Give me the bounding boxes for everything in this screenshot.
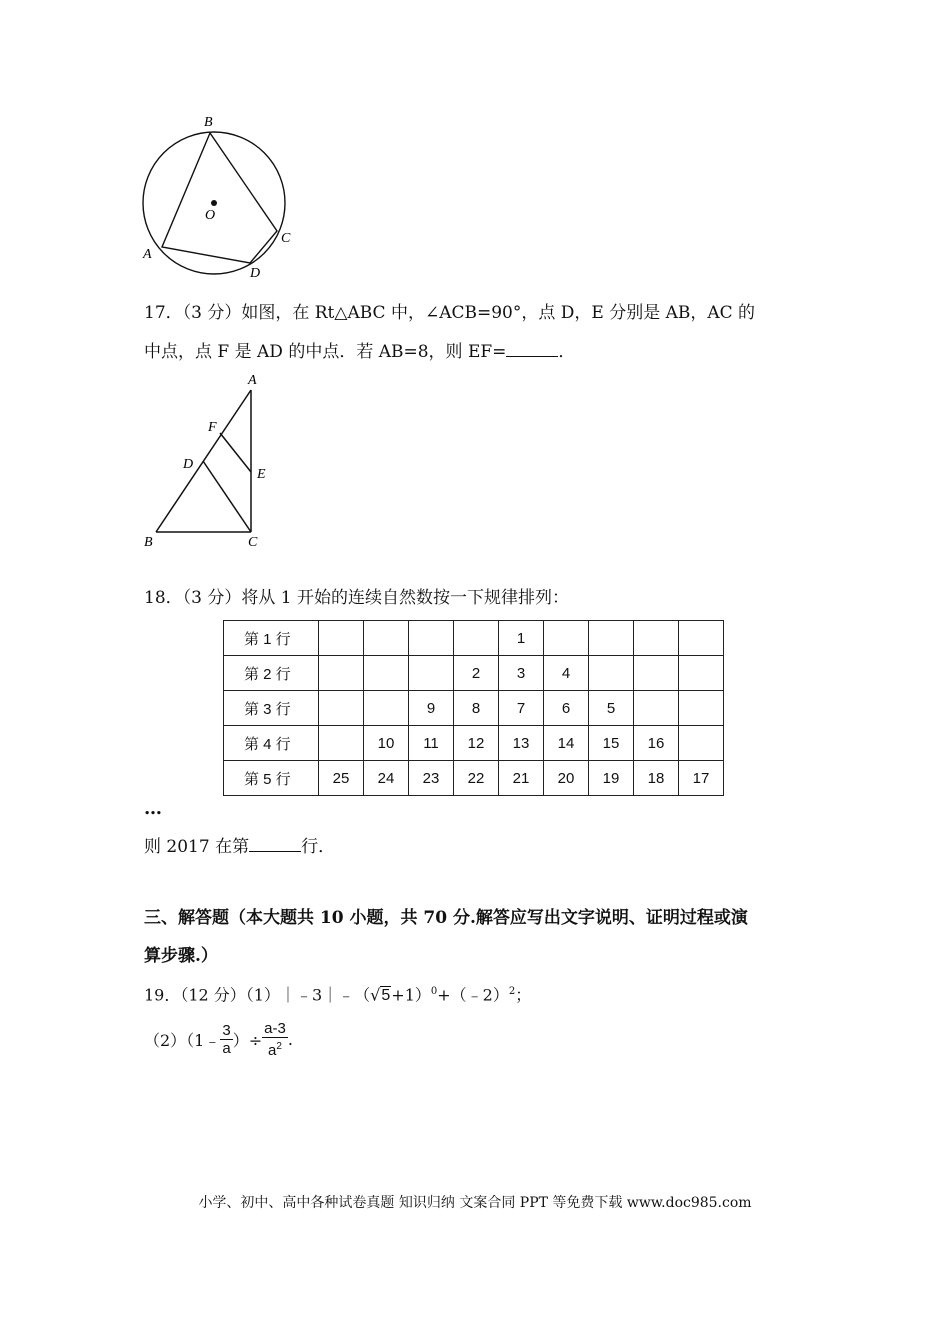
circle-quadrilateral-figure [130, 108, 310, 290]
ellipsis: … [144, 798, 162, 819]
sqrt-icon: √ [370, 985, 381, 1005]
sqrt-argument: 5 [381, 987, 391, 1005]
exponent-two: 2 [508, 986, 516, 997]
q19-part2 [144, 1020, 293, 1059]
label-a: A [143, 247, 152, 262]
q18-question-end: 行． [301, 837, 336, 857]
label-b: B [144, 535, 153, 550]
table-cell [589, 621, 634, 656]
fraction-denominator: a [222, 1040, 231, 1057]
table-cell: 3 [499, 656, 544, 691]
table-cell: 12 [454, 726, 499, 761]
table-cell [364, 621, 409, 656]
q19-part1-text-d: ； [515, 985, 532, 1005]
table-row [224, 761, 724, 796]
quadrilateral-abcd [162, 133, 277, 263]
q18-question [144, 835, 335, 858]
table-cell [679, 691, 724, 726]
label-d: D [250, 266, 261, 281]
table-cell [679, 621, 724, 656]
table-cell: 1 [499, 621, 544, 656]
page-footer: 小学、初中、高中各种试卷真题 知识归纳 文案合同 PPT 等免费下载 www.doc985.com [198, 1195, 752, 1211]
section3-heading-line2: 算步骤.） [144, 946, 218, 966]
table-cell: 8 [454, 691, 499, 726]
table-cell [589, 656, 634, 691]
table-cell: 2 [454, 656, 499, 691]
table-cell [364, 691, 409, 726]
row-label: 第 1 行 [224, 621, 319, 656]
fraction-a-minus-3-over-a-squared [262, 1020, 288, 1059]
q17-line2-end: ． [558, 342, 576, 362]
label-d: D [183, 457, 194, 472]
denominator-exponent: 2 [276, 1041, 282, 1052]
q19-part2-text-b: ）÷ [232, 1031, 263, 1050]
label-a: A [248, 373, 257, 388]
label-b: B [204, 115, 213, 130]
table-cell: 10 [364, 726, 409, 761]
table-cell: 18 [634, 761, 679, 796]
table-cell [319, 621, 364, 656]
q18-question-text: 则 2017 在第 [144, 837, 250, 857]
q19-part1-text-a: 19．（12 分）（1）｜﹣3｜﹣（ [144, 985, 371, 1005]
section3-heading-line1: 三、解答题（本大题共 10 小题，共 70 分.解答应写出文字说明、证明过程或演 [144, 908, 748, 928]
table-cell: 5 [589, 691, 634, 726]
table-cell [544, 621, 589, 656]
label-c: C [248, 535, 258, 550]
table-row [224, 621, 724, 656]
table-cell: 6 [544, 691, 589, 726]
table-cell: 15 [589, 726, 634, 761]
q17-answer-blank[interactable] [506, 340, 558, 357]
table-cell [634, 621, 679, 656]
label-e: E [257, 467, 266, 482]
q19-part2-text-a: （2）（1﹣ [144, 1031, 221, 1050]
table-cell [409, 621, 454, 656]
table-cell: 24 [364, 761, 409, 796]
q19-part1 [144, 981, 531, 1007]
q19-part2-text-c: . [287, 1030, 293, 1049]
q19-part1-text-b: +1） [391, 985, 431, 1005]
table-cell [634, 691, 679, 726]
table-cell [679, 726, 724, 761]
q19-part1-text-c: +（﹣2） [437, 985, 509, 1005]
table-cell [319, 726, 364, 761]
q17-line2 [144, 340, 575, 363]
fraction-numerator: 3 [222, 1022, 231, 1039]
table-cell: 14 [544, 726, 589, 761]
label-o: O [205, 208, 216, 223]
number-arrangement-table [223, 620, 724, 796]
table-cell: 19 [589, 761, 634, 796]
table-cell [409, 656, 454, 691]
row-label: 第 4 行 [224, 726, 319, 761]
table-cell: 21 [499, 761, 544, 796]
fraction-denominator [262, 1038, 288, 1059]
table-cell: 7 [499, 691, 544, 726]
table-cell: 16 [634, 726, 679, 761]
table-cell: 25 [319, 761, 364, 796]
table-row [224, 691, 724, 726]
right-triangle-figure [140, 368, 280, 553]
row-label: 第 5 行 [224, 761, 319, 796]
q17-line2-text: 中点，点 F 是 AD 的中点．若 AB=8，则 EF= [144, 342, 507, 362]
label-c: C [281, 231, 291, 246]
table-cell [364, 656, 409, 691]
table-cell: 11 [409, 726, 454, 761]
table-row [224, 656, 724, 691]
table-cell: 13 [499, 726, 544, 761]
row-label: 第 3 行 [224, 691, 319, 726]
table-cell: 17 [679, 761, 724, 796]
table-cell: 20 [544, 761, 589, 796]
fraction-3-over-a [220, 1022, 232, 1057]
denominator-base: a [268, 1042, 277, 1059]
table-cell: 9 [409, 691, 454, 726]
table-cell: 4 [544, 656, 589, 691]
fraction-numerator: a-3 [264, 1020, 286, 1037]
q17-line1: 17．（3 分）如图，在 Rt△ABC 中，∠ACB=90°，点 D，E 分别是 AB，AC 的 [144, 303, 756, 323]
table-cell [319, 656, 364, 691]
q18-answer-blank[interactable] [249, 835, 301, 852]
center-point [211, 200, 217, 206]
table-cell: 23 [409, 761, 454, 796]
label-f: F [208, 420, 217, 435]
table-cell [454, 621, 499, 656]
table-cell [319, 691, 364, 726]
row-label: 第 2 行 [224, 656, 319, 691]
table-cell: 22 [454, 761, 499, 796]
table-cell [634, 656, 679, 691]
table-row [224, 726, 724, 761]
exponent-zero: 0 [430, 986, 438, 997]
table-cell [679, 656, 724, 691]
q18-intro: 18．（3 分）将从 1 开始的连续自然数按一下规律排列： [144, 588, 569, 608]
